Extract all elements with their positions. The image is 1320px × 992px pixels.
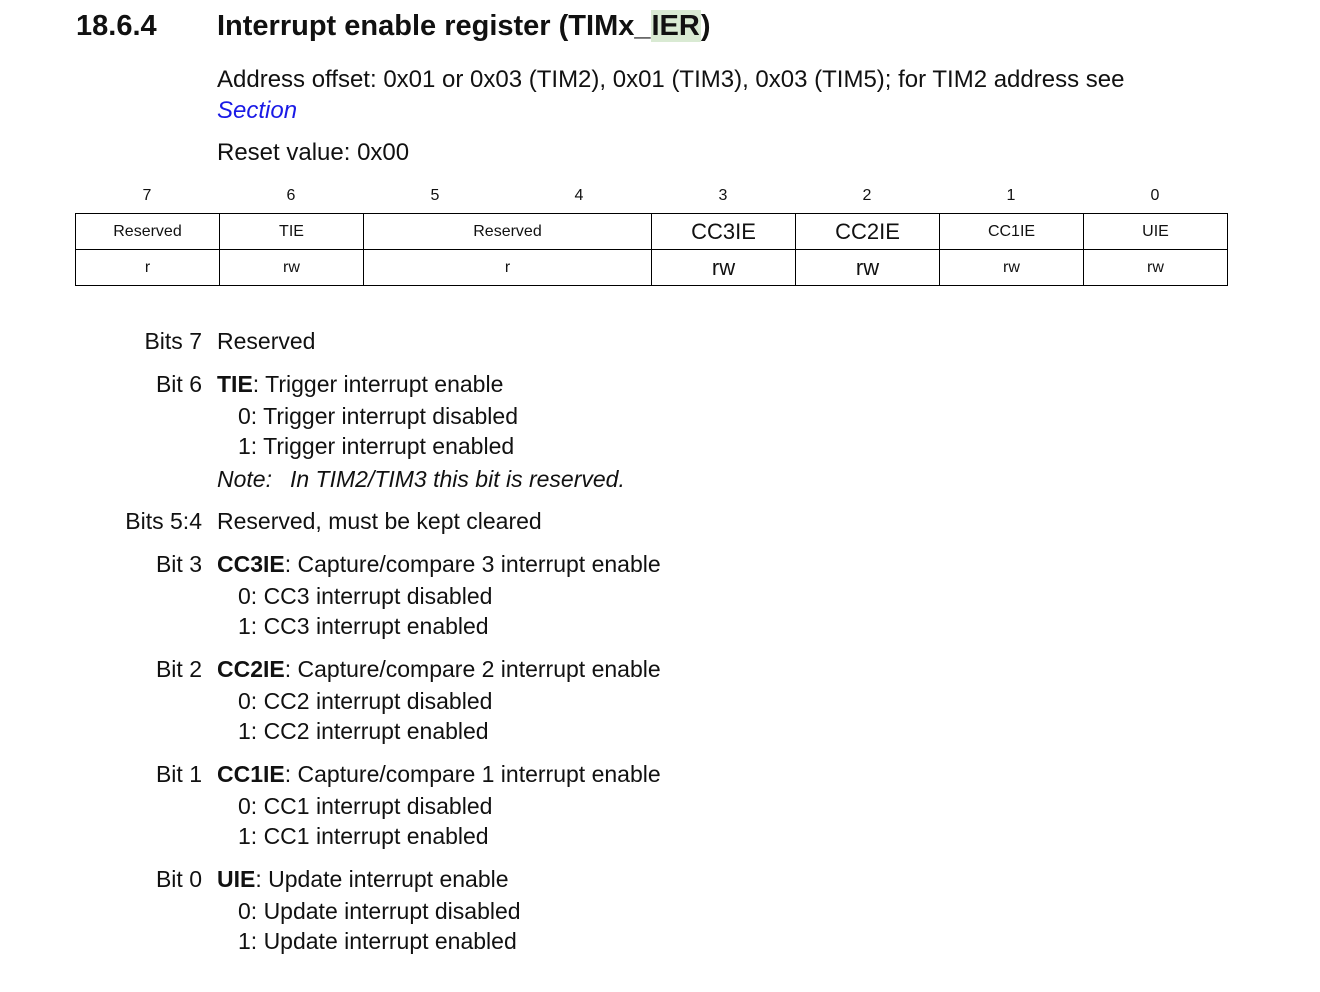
bit0-name: UIE [217,866,256,892]
bit0-value-1: 1: Update interrupt enabled [238,928,517,954]
field-name-row [76,214,1228,250]
bit-number: 2 [862,187,872,204]
bit6-label: Bit 6 [155,371,202,397]
note-label: Note: [217,466,272,492]
title-highlight: IER [651,10,700,42]
field-reserved-7: Reserved [76,214,220,250]
access-cc1ie: rw [940,250,1084,286]
address-text: Address offset: 0x01 or 0x03 (TIM2), 0x01 (TIM3), 0x03 (TIM5); for TIM2 address see [217,66,1125,93]
bit-number: 0 [1150,187,1160,204]
field-cc2ie: CC2IE [796,214,940,250]
bit0-value-0: 0: Update interrupt disabled [238,898,521,924]
bit6-value-0: 0: Trigger interrupt disabled [238,403,518,429]
bit1-value-1: 1: CC1 interrupt enabled [238,823,489,849]
register-table [75,213,1228,286]
bit6-text: TIE: Trigger interrupt enable [217,371,504,397]
bit3-text: CC3IE: Capture/compare 3 interrupt enable [217,551,661,577]
section-link[interactable]: Section [217,97,298,124]
bits54-label: Bits 5:4 [125,508,202,534]
bit1-label: Bit 1 [155,761,202,787]
bit3-label: Bit 3 [155,551,202,577]
bits7-label: Bits 7 [144,328,202,354]
access-reserved-7: r [76,250,220,286]
bit2-value-1: 1: CC2 interrupt enabled [238,718,489,744]
access-uie: rw [1084,250,1228,286]
bits7-text: Reserved [217,328,316,354]
bit-number: 5 [430,187,440,204]
bit-number: 3 [718,187,728,204]
access-cc2ie: rw [796,250,940,286]
title-suffix: ) [700,10,711,42]
field-cc1ie: CC1IE [940,214,1084,250]
access-tie: rw [220,250,364,286]
bits54-text: Reserved, must be kept cleared [217,508,542,534]
bit1-text: CC1IE: Capture/compare 1 interrupt enable [217,761,661,787]
access-cc3ie: rw [652,250,796,286]
title-prefix: Interrupt enable register (TIMx_ [217,10,651,42]
field-cc3ie: CC3IE [652,214,796,250]
bit6-name: TIE [217,371,253,397]
bit3-name: CC3IE [217,551,285,577]
bit6-note [217,466,625,493]
bit-number: 4 [574,187,584,204]
bit1-name: CC1IE [217,761,285,787]
field-reserved-5-4: Reserved [364,214,652,250]
bit2-text: CC2IE: Capture/compare 2 interrupt enable [217,656,661,682]
bit6-value-1: 1: Trigger interrupt enabled [238,433,515,459]
bit-number: 7 [142,187,152,204]
bit-number: 6 [286,187,296,204]
reset-value: Reset value: 0x00 [217,139,410,166]
field-tie: TIE [220,214,364,250]
access-reserved-5-4: r [364,250,652,286]
bit3-value-0: 0: CC3 interrupt disabled [238,583,493,609]
bit2-name: CC2IE [217,656,285,682]
bit0-text: UIE: Update interrupt enable [217,866,509,892]
bit3-value-1: 1: CC3 interrupt enabled [238,613,489,639]
field-uie: UIE [1084,214,1228,250]
bit-number: 1 [1006,187,1016,204]
bit1-value-0: 0: CC1 interrupt disabled [238,793,493,819]
section-title [217,10,711,43]
address-offset [217,64,1217,126]
bit0-label: Bit 0 [155,866,202,892]
access-row [76,250,1228,286]
note-text: In TIM2/TIM3 this bit is reserved. [289,466,625,492]
bit2-label: Bit 2 [155,656,202,682]
section-number: 18.6.4 [76,10,157,42]
bit2-value-0: 0: CC2 interrupt disabled [238,688,493,714]
